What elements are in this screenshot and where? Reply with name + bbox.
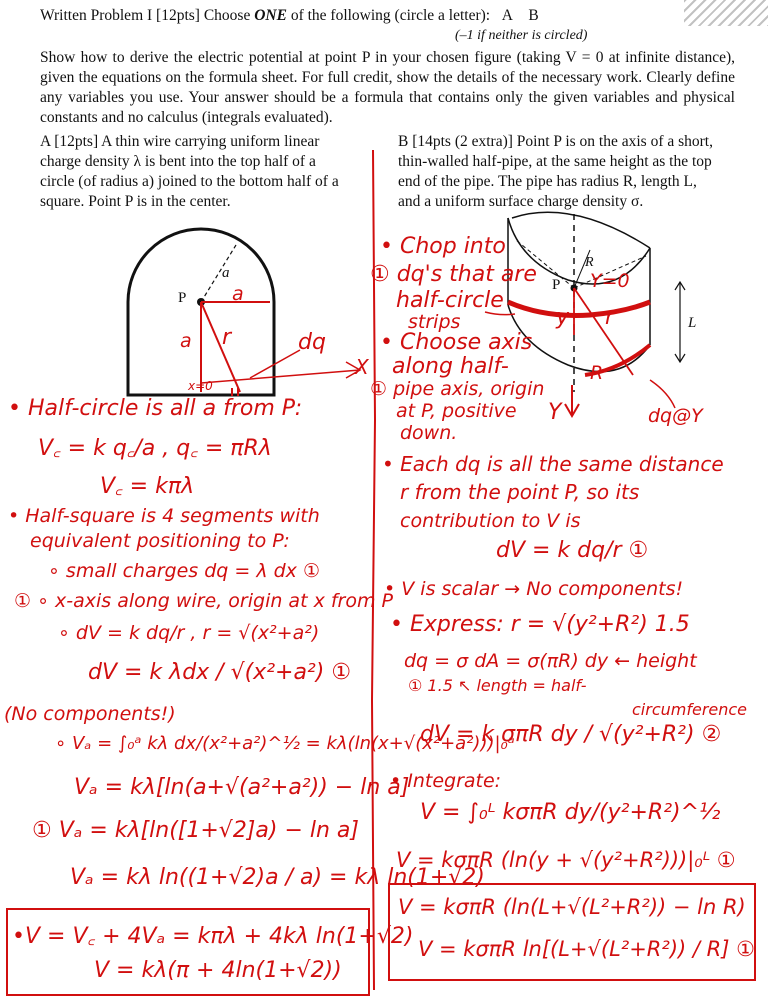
fig-b-big-r-label: R xyxy=(590,362,604,384)
figure-a xyxy=(128,229,360,396)
fig-a-top-a: a xyxy=(232,283,244,305)
work-b-line-7: ① pipe axis, origin xyxy=(370,378,545,400)
fig-a-left-a: a xyxy=(180,330,192,352)
answer-box-b xyxy=(388,883,756,981)
answer-box-a xyxy=(6,908,414,996)
work-a-line-9: dV = k λdx / √(x²+a²) ① xyxy=(88,660,352,685)
fig-b-y0-label: Y=0 xyxy=(590,270,630,292)
work-a-line-7: ① ∘ x-axis along wire, origin at x from P xyxy=(14,590,393,612)
pipe-top-back xyxy=(512,212,650,248)
work-b-line-11: r from the point P, so its xyxy=(400,480,640,504)
work-b-line-20: • Integrate: xyxy=(390,770,502,792)
work-b-line-17: ① 1.5 ↖ length = half- xyxy=(408,676,587,695)
work-b-line-14: • V is scalar → No components! xyxy=(384,578,684,600)
answer-a-line-2: V = kλ(π + 4ln(1+√2)) xyxy=(94,958,342,983)
strip-r-line xyxy=(574,288,633,375)
answer-b-line-2: V = kσπR ln[(L+√(L²+R²)) / R] ① xyxy=(418,937,755,961)
work-b-line-3: half-circle xyxy=(396,288,504,313)
work-b-line-15: • Express: r = √(y²+R²) 1.5 xyxy=(390,612,690,637)
work-b-line-10: • Each dq is all the same distance xyxy=(382,452,724,476)
fig-b-r2-label: r xyxy=(605,305,615,330)
header-emphasis: ONE xyxy=(254,7,287,24)
penalty-note: (–1 if neither is circled) xyxy=(455,28,588,43)
work-a-line-14: Vₐ = kλ ln((1+√2)a / a) = kλ ln(1+√2) xyxy=(70,865,485,890)
work-a-line-5: equivalent positioning to P: xyxy=(30,530,290,552)
fig-b-y-label: y xyxy=(556,305,570,330)
work-a-line-3: V꜀ = kπλ xyxy=(100,474,195,499)
work-b-line-18: circumference xyxy=(632,700,748,719)
header-prefix: Written Problem I [12pts] Choose xyxy=(40,7,255,24)
option-b-text: B [14pts (2 extra)] Point P is on the axis of a short, thin-walled half-pipe, at the same height as the top end of the pipe. The pipe has radius R, length L, and a uniform surface charge density σ. xyxy=(398,133,713,210)
work-a-line-12: Vₐ = kλ[ln(a+√(a²+a²)) − ln a] xyxy=(74,775,410,800)
radius-line xyxy=(201,245,236,302)
work-a-line-10: (No components!) xyxy=(4,703,176,725)
work-a-line-11: ∘ Vₐ = ∫₀ᵃ kλ dx/(x²+a²)^½ = kλ(ln(x+√(x²+a²)))|₀ᵃ xyxy=(55,733,515,754)
fig-a-radius-label: a xyxy=(222,265,230,281)
work-b-line-19: dV = k σπR dy / √(y²+R²) ② xyxy=(420,722,722,747)
choice-a[interactable]: A xyxy=(501,7,513,24)
work-b-line-16: dq = σ dA = σ(πR) dy ← height xyxy=(404,650,697,672)
fig-a-r-label: r xyxy=(222,325,232,350)
fig-a-p-label: P xyxy=(178,290,187,306)
work-b-line-8: at P, positive xyxy=(396,400,517,422)
fig-b-l-label: L xyxy=(688,315,697,331)
work-b-line-5: • Choose axis xyxy=(380,330,533,355)
work-a-line-8: ∘ dV = k dq/r , r = √(x²+a²) xyxy=(58,622,320,644)
x-axis-arrow xyxy=(201,370,360,383)
answer-b-line-1: V = kσπR (ln(L+√(L²+R²)) − ln R) xyxy=(398,895,746,919)
instructions: Show how to derive the electric potential at point P in your chosen figure (taking V = 0 at infinite distance), given the equations on the formula sheet. For full credit, show the details of the necessary work. Clearly define any variables you use. Your answer should be a formula that contains only the given variables and physical constants and no calculus (integrals evaluated). xyxy=(40,49,735,126)
work-b-line-6: along half- xyxy=(392,354,509,379)
fig-b-dqy-label: dq@Y xyxy=(648,405,703,427)
work-b-line-9: down. xyxy=(400,422,458,444)
work-a-line-6: ∘ small charges dq = λ dx ① xyxy=(48,560,320,582)
fig-b-p-label: P xyxy=(552,277,561,293)
work-a-line-4: • Half-square is 4 segments with xyxy=(8,505,320,527)
option-a-text: A [12pts] A thin wire carrying uniform linear charge density λ is bent into the top half of a circle (of radius a) joined to the bottom half of a square. Point P is in the center. xyxy=(40,133,339,210)
work-b-line-4: strips xyxy=(408,311,461,333)
strip-top xyxy=(508,302,650,315)
fig-a-dq-label: dq xyxy=(298,330,326,355)
work-a-line-1: • Half-circle is all a from P: xyxy=(8,396,303,421)
work-a-line-2: V꜀ = k q꜀/a , q꜀ = πRλ xyxy=(38,436,272,461)
work-b-line-1: • Chop into xyxy=(380,234,506,259)
choice-b[interactable]: B xyxy=(528,7,539,24)
work-b-line-12: contribution to V is xyxy=(400,510,581,532)
header-suffix: of the following (circle a letter): xyxy=(286,7,491,24)
fig-b-r-label: R xyxy=(585,255,594,270)
work-b-line-22: V = kσπR (ln(y + √(y²+R²)))|₀ᴸ ① xyxy=(396,848,736,872)
work-b-line-2: ① dq's that are xyxy=(370,262,537,287)
work-b-line-13: dV = k dq/r ① xyxy=(496,538,649,563)
fig-b-y-axis-label: Y xyxy=(548,400,562,425)
fig-a-x0-label: x=0 xyxy=(188,379,213,393)
dq-pointer-b xyxy=(650,380,675,408)
answer-a-line-1: •V = V꜀ + 4Vₐ = kπλ + 4kλ ln(1+√2) xyxy=(12,924,414,949)
work-b-line-21: V = ∫₀ᴸ kσπR dy/(y²+R²)^½ xyxy=(420,800,721,825)
fig-a-x-label: X xyxy=(355,355,369,379)
work-a-line-13: ① Vₐ = kλ[ln([1+√2]a) − ln a] xyxy=(32,818,359,843)
